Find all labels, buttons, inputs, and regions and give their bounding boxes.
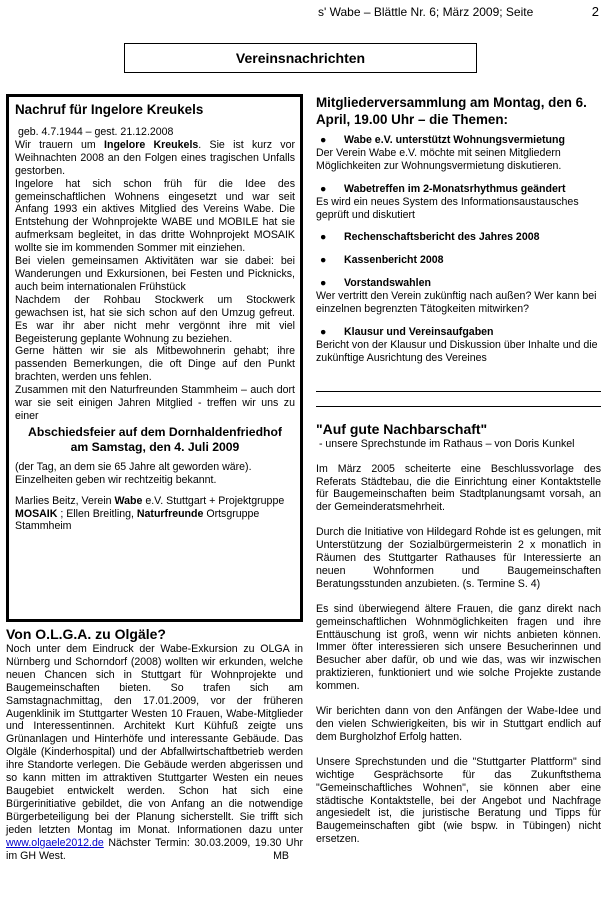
nachruf-paragraph-3: Bei vielen gemeinsamen Aktivitäten war sie dabei: bei Wanderungen und Exkursionen, bei Festen und Picknicks, auch beim internationalen Frühstück: [15, 255, 295, 293]
page-number: 2: [591, 4, 599, 19]
topic-description: Wer vertritt den Verein zukünftig nach außen? Wer kann bei einzelnen begrenzten Tätogkeiten mitwirken?: [316, 290, 597, 316]
nachruf-paragraph-7: (der Tag, an dem sie 65 Jahre alt geworden wäre). Einzelheiten geben wir rechtzeitig bekannt.: [15, 460, 252, 486]
topic-title: Wabe e.V. unterstützt Wohnungsvermietung: [344, 134, 565, 146]
topic-title: Kassenbericht 2008: [344, 254, 444, 267]
topic-title: Wabetreffen im 2-Monatsrhythmus geändert: [344, 182, 566, 195]
nachbarschaft-title: "Auf gute Nachbarschaft": [316, 420, 488, 437]
text-span: . Sie ist kurz vor Weihnachten 2008 an den Folgen eines tragischen Unfalls gestorben.: [15, 138, 295, 177]
left-column: [6, 94, 303, 862]
divider: [316, 391, 601, 392]
nachbarschaft-paragraph: Im März 2005 scheiterte eine Beschlussvorlage des Referats Städtebau, die die Einrichtung einer Kontaktstelle für Baugemeinschaften beim Stadtplanungsamt vorsah, an der Gemeinderatsmehrheit.: [316, 462, 601, 514]
topic-description: Es wird ein neues System des Informationsaustausches geprüft und diskutiert: [316, 195, 579, 221]
text-span: Wir trauern um: [15, 138, 105, 151]
nachbarschaft-paragraph: Wir berichten dann von den Anfängen der Wabe-Idee und den vielen Schwierigkeiten, bis wir in Stuttgart endlich auf dem Burgholzhof Erfolg hatten.: [316, 705, 601, 743]
topic-item: [316, 231, 601, 244]
nachbarschaft-subtitle: - unsere Sprechstunde im Rathaus – von Doris Kunkel: [316, 437, 575, 450]
olga-link[interactable]: www.olgaele2012.de: [6, 836, 104, 849]
nachruf-box: [6, 94, 303, 622]
nachbarschaft-paragraph: Durch die Initiative von Hildegard Rohde ist es gelungen, mit Unterstützung der Sozialbürgermeisterin 2 x monatlich in Räumen des Stuttgarter Rathauses für Interessierte an neuen Wohnformen und Baugemeinschaften Beratungsstunden anzubieten. (s. Termine S. 4): [316, 526, 601, 590]
nachruf-dates: geb. 4.7.1944 – gest. 21.12.2008: [15, 126, 174, 138]
topic-item: [316, 326, 601, 339]
text-span: Nächster Termin: 30.03.2009, 19.30 Uhr im GH West.: [6, 836, 303, 862]
topic-item: [316, 134, 601, 147]
olga-text: [6, 643, 303, 862]
olga-signature: MB: [273, 849, 289, 862]
topic-title: Vorstandswahlen: [344, 277, 431, 290]
nachruf-paragraph-6: Zusammen mit den Naturfreunden Stammheim – auch dort war sie seit einigen Jahren Mitglied - treffen wir uns zu einer: [15, 384, 295, 422]
bold-span: Wabe: [114, 494, 143, 507]
abschied-heading: [15, 425, 295, 455]
nachruf-paragraph-4: Nachdem der Rohbau Stockwerk um Stockwerk gewachsen ist, hat sie sich schon auf den Umzug gefreut. Es war ihr aber nicht mehr vergönnt ihre mit viel Begeisterung geplante Wohnung zu beziehen.: [15, 293, 295, 345]
section-title: Vereinsnachrichten: [235, 49, 366, 66]
topic-description: Bericht von der Klausur und Diskussion über Inhalte und die zukünftige Ausrichtung des Vereines: [316, 338, 598, 364]
topics-list: [316, 134, 601, 365]
bold-span: Naturfreunde: [136, 507, 204, 520]
bullet-icon: ●: [320, 182, 327, 195]
divider: [316, 406, 601, 407]
page-header: [318, 4, 599, 20]
text-span: Marlies Beitz, Verein: [15, 494, 115, 507]
nachbarschaft-paragraphs: [316, 463, 601, 847]
header-text: s' Wabe – Blättle Nr. 6; März 2009; Seite: [318, 5, 534, 19]
text-span: e.V. Stuttgart + Projektgruppe: [142, 494, 285, 507]
bold-span: MOSAIK: [15, 507, 58, 520]
text-span: Noch unter dem Eindruck der Wabe-Exkursion zu OLGA in Nürnberg und Schorndorf (2008) wollten wir erkunden, welche neuen Chancen sich in Stuttgart für Wohnprojekte und Baugemeinschaften bieten. So trafen sich am Samstagnachmittag, den 17.01.2009, vor der früheren Augenklinik im Stuttgarter Westen 10 Frauen, Wabe-Mitglieder und Interessentinnen. Architekt Kurt Kühfuß zeigte uns Grünanlagen und Hinterhöfe und interessante Gebäude. Das Olgäle (Kinderhospital) und der Abfallwirtschaftbetrieb werden ihre Standorte verlegen. Die Gebäude werden abgerissen und so kann mitten im attraktiven Stuttgarter Westen ein neues Baugebiet entwickelt werden. Schon hat sich eine Bürgerinitiative gebildet, die von Anfang an die notwendige Bürgerbeteiligung bei der Planung sicherstellt. Sie trifft sich jeden letzten Montag im Monat. Informationen dazu unter: [6, 643, 303, 836]
nachruf-paragraph-5: Gerne hätten wir sie als Mitbewohnerin gehabt; ihre passenden Bemerkungen, die oft Dinge auf den Punkt brachten, werden uns fehlen.: [15, 345, 295, 384]
nachbarschaft-paragraph: Es sind überwiegend ältere Frauen, die ganz direkt nach gemeinschaftlichen Wohnmöglichkeiten fragen und ihre Enttäuschung ist groß, wenn wir nichts anbieten können. Immer öfter interessieren sich unsere Besucherinnen und Besucher aber dafür, ob und wie das, was wir inzwischen praktizieren, funktioniert und wie solche Projekte zustande kommen.: [316, 602, 601, 693]
bullet-icon: ●: [320, 254, 327, 267]
topic-item: [316, 183, 601, 196]
right-column: [316, 94, 601, 846]
topic-description: Der Verein Wabe e.V. möchte mit seinen Mitgliedern Möglichkeiten zur Wohnungsvermietung diskutieren.: [316, 146, 562, 172]
bullet-icon: ●: [320, 277, 327, 290]
olga-title: Von O.L.G.A. zu Olgäle?: [6, 626, 166, 642]
name-bold: Ingelore Kreukels: [104, 138, 199, 151]
abschied-line-2: am Samstag, den 4. Juli 2009: [70, 439, 240, 454]
nachruf-signature: [15, 495, 295, 534]
topic-item: [316, 277, 601, 290]
text-span: Ortsgruppe Stammheim: [15, 507, 260, 533]
abschied-line-1: Abschiedsfeier auf dem Dornhaldenfriedhof: [28, 424, 282, 439]
nachbarschaft-paragraph: Unsere Sprechstunden und die "Stuttgarter Plattform" sind wichtige Gesprächsorte für das Zukunftsthema "Gemeinschaftliches Wohnen", sie können aber eine städtische Kontaktstelle, bei der Angebot und Nachfrage angesiedelt ist, die juristische Beratung und Tipps für Baugemeinschaften gibt (wie bspw. in Tübingen) nicht ersetzen.: [316, 755, 601, 846]
section-title-box: [124, 43, 477, 73]
mitglieder-title: Mitgliederversammlung am Montag, den 6. April, 19.00 Uhr – die Themen:: [316, 95, 587, 127]
bullet-icon: ●: [320, 134, 327, 146]
bullet-icon: ●: [320, 325, 327, 338]
topic-title: Rechenschaftsbericht des Jahres 2008: [344, 231, 540, 244]
topic-title: Klausur und Vereinsaufgaben: [344, 325, 494, 338]
topic-item: [316, 254, 601, 267]
text-span: ; Ellen Breitling,: [57, 507, 137, 520]
nachruf-title: Nachruf für Ingelore Kreukels: [15, 102, 204, 117]
nachruf-paragraph-2: Ingelore hat sich schon früh für die Idee des gemeinschaftlichen Wohnens eingesetzt und war seit Anfang 1993 ein aktives Mitglied des Vereins Wabe. Die Entstehung der Wohnprojekte WABE und MOBILE hat sie aufmerksam begleitet, in das dritte Wohnprojekt MOSAIK wollte sie im kommenden Sommer mit einziehen.: [15, 177, 295, 255]
bullet-icon: ●: [320, 231, 327, 244]
nachruf-paragraph-1: [15, 139, 295, 178]
